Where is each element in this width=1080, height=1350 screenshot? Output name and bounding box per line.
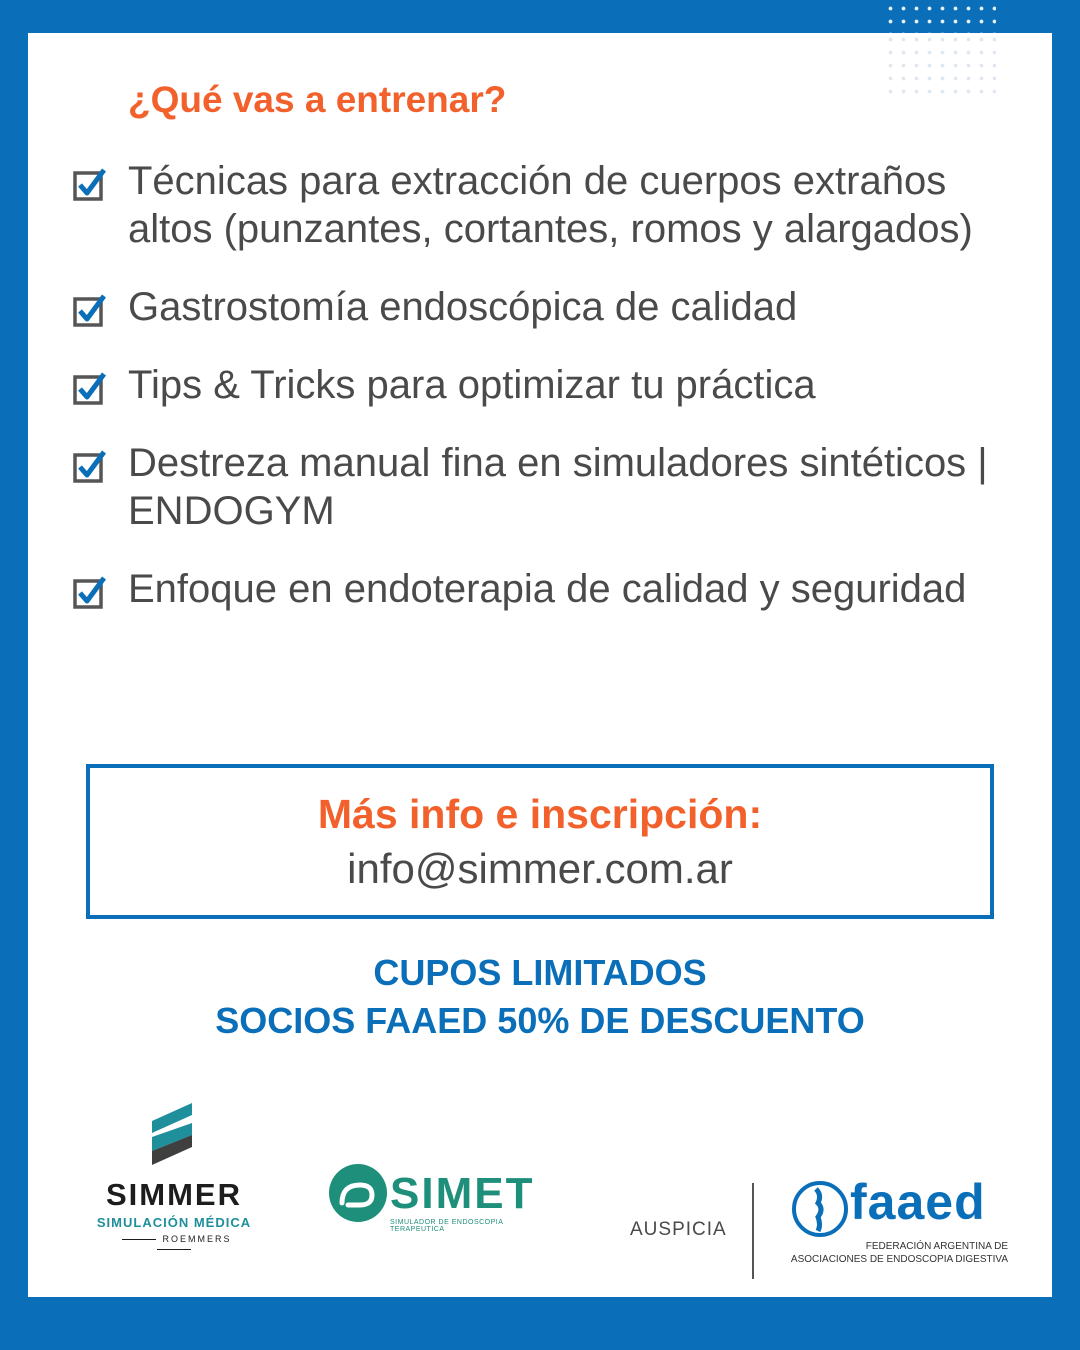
- list-item-text: Enfoque en endoterapia de calidad y seguridad: [128, 567, 967, 611]
- info-title: Más info e inscripción:: [317, 791, 763, 837]
- simet-subtitle: SIMULADOR DE ENDOSCOPIA TERAPEUTICA: [390, 1219, 504, 1233]
- info-box: [86, 764, 994, 919]
- sponsor-label: AUSPICIA: [630, 1219, 727, 1240]
- checkbox-checked-icon: [73, 293, 107, 327]
- faaed-subtitle-line1: FEDERACIÓN ARGENTINA DE: [865, 1241, 1008, 1252]
- faaed-logo: [788, 1174, 1008, 1281]
- list-item-text: Gastrostomía endoscópica de calidad: [128, 285, 798, 329]
- faaed-name: faaed: [850, 1174, 986, 1230]
- logo-divider: [752, 1183, 754, 1279]
- faaed-subtitle-line2: ASOCIACIONES DE ENDOSCOPIA DIGESTIVA: [790, 1254, 1008, 1265]
- simmer-name: SIMMER: [106, 1177, 242, 1212]
- list-item: [73, 361, 1013, 409]
- list-item-text: Tips & Tricks para optimizar tu práctica: [128, 363, 816, 407]
- promo-line-discount: SOCIOS FAAED 50% DE DESCUENTO: [215, 1000, 865, 1041]
- checkbox-checked-icon: [73, 449, 107, 483]
- list-item: [73, 565, 1013, 613]
- simet-endoscope-icon: [328, 1163, 388, 1223]
- simmer-subtitle: SIMULACIÓN MÉDICA: [96, 1215, 252, 1230]
- checkbox-checked-icon: [73, 167, 107, 201]
- page-title: ¿Qué vas a entrenar?: [128, 79, 507, 120]
- content-card: [28, 33, 1052, 1297]
- training-list: [73, 157, 1013, 613]
- list-item: [73, 283, 1013, 331]
- simet-name: SIMET: [390, 1169, 535, 1218]
- decorative-dots-inner: [884, 33, 996, 95]
- promo-text: [28, 949, 1052, 1045]
- sponsor-logos: [28, 1093, 1052, 1265]
- list-item: [73, 439, 1013, 535]
- faaed-map-icon: [788, 1181, 852, 1237]
- list-item-text: Destreza manual fina en simuladores sintéticos | ENDOGYM: [128, 441, 988, 533]
- contact-email-link[interactable]: info@simmer.com.ar: [347, 845, 733, 892]
- list-item-text: Técnicas para extracción de cuerpos extraños altos (punzantes, cortantes, romos y alargados): [128, 159, 973, 251]
- simmer-tagline: ROEMMERS: [94, 1234, 254, 1254]
- simet-logo: [328, 1163, 535, 1233]
- simmer-s-icon: [146, 1101, 198, 1167]
- list-item: [73, 157, 1013, 253]
- simmer-logo: [94, 1101, 254, 1244]
- checkbox-checked-icon: [73, 575, 107, 609]
- promo-line-limited: CUPOS LIMITADOS: [373, 952, 707, 993]
- checkbox-checked-icon: [73, 371, 107, 405]
